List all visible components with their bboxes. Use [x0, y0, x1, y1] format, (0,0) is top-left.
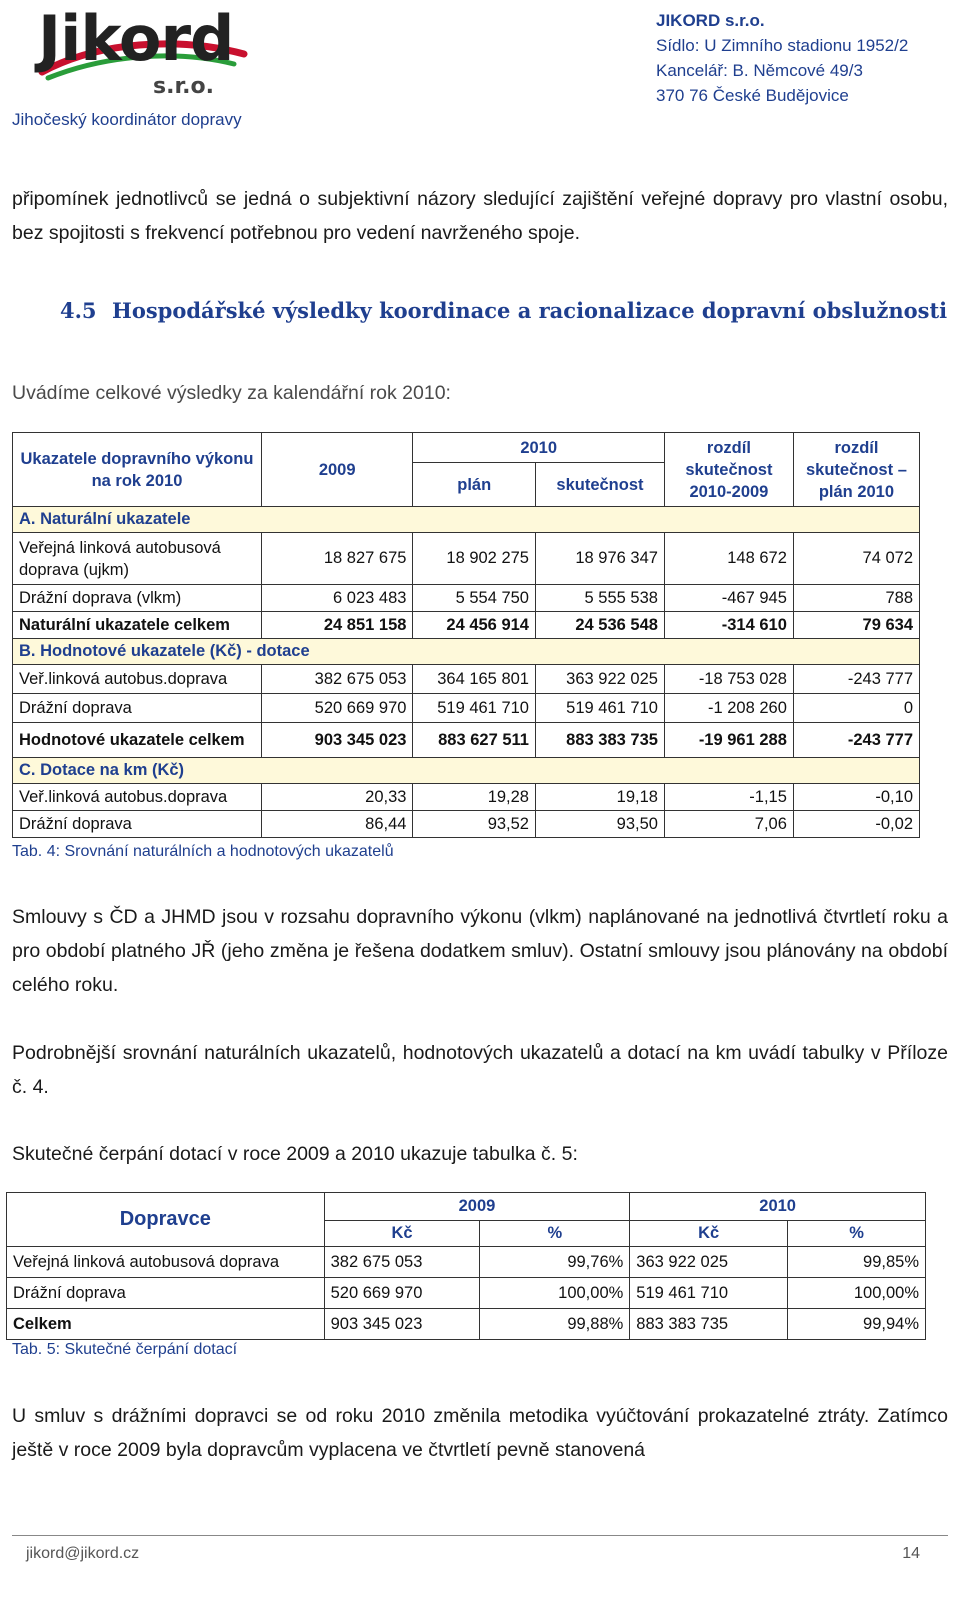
col-header-kc-2009: Kč [324, 1221, 480, 1247]
cell-plan: 93,52 [413, 811, 536, 838]
col-header-2010: 2010 [413, 433, 665, 463]
intro-paragraph: připomínek jednotlivců se jedná o subjektivní názory sledující zajištění veřejné dopravy pro vlastní osobu, bez spojitosti s frekvencí potřebnou pro vedení navrženého spoje. [12, 188, 948, 244]
cell-plan: 364 165 801 [413, 665, 536, 694]
cell-kc-2010: 363 922 025 [630, 1247, 788, 1278]
cell-actual: 883 383 735 [535, 723, 664, 758]
cell-2009: 18 827 675 [261, 533, 413, 585]
cell-diff1: 148 672 [664, 533, 793, 585]
cell-diff2: 788 [793, 585, 919, 612]
col-header-diff-2010-2009: rozdíl skutečnost 2010-2009 [664, 433, 793, 507]
cell-diff2: 79 634 [793, 612, 919, 639]
col-header-carrier: Dopravce [7, 1193, 325, 1247]
cell-plan: 883 627 511 [413, 723, 536, 758]
section-heading [60, 298, 947, 323]
company-name: JIKORD s.r.o. [656, 11, 765, 30]
cell-plan: 24 456 914 [413, 612, 536, 639]
cell-pct-2010: 99,85% [788, 1247, 926, 1278]
row-label: Hodnotové ukazatele celkem [13, 723, 262, 758]
address-line: Sídlo: U Zimního stadionu 1952/2 [656, 36, 909, 55]
cell-diff2: -0,10 [793, 784, 919, 811]
cell-plan: 18 902 275 [413, 533, 536, 585]
cell-kc-2010: 519 461 710 [630, 1278, 788, 1309]
section-a-label: A. Naturální ukazatele [13, 507, 920, 533]
row-label: Drážní doprava [13, 694, 262, 723]
logo-wordmark: Jikord [38, 2, 234, 75]
row-label: Veř.linková autobus.doprava [13, 784, 262, 811]
col-header-2009: 2009 [261, 433, 413, 507]
company-logo [38, 2, 253, 108]
cell-diff1: -1,15 [664, 784, 793, 811]
cell-2009: 903 345 023 [261, 723, 413, 758]
table-row [13, 533, 920, 585]
rail-paragraph: U smluv s drážními dopravci se od roku 2010 změnila metodika vyúčtování prokazatelné ztráty. Zatímco ještě v roce 2009 byla dopravcům vyplacena ve čtvrtletí pevně stanovená [12, 1405, 948, 1461]
footer-email: jikord@jikord.cz [26, 1545, 140, 1562]
col-header-actual: skutečnost [535, 463, 664, 507]
cell-diff1: -18 753 028 [664, 665, 793, 694]
section-number: 4.5 [60, 298, 97, 323]
cell-plan: 519 461 710 [413, 694, 536, 723]
cell-kc-2009: 903 345 023 [324, 1309, 480, 1340]
col-header-pct-2010: % [788, 1221, 926, 1247]
cell-actual: 24 536 548 [535, 612, 664, 639]
section-title: Hospodářské výsledky koordinace a racionalizace dopravní obslužnosti [112, 298, 948, 323]
cell-actual: 93,50 [535, 811, 664, 838]
table-row [13, 665, 920, 694]
col-header-pct-2009: % [480, 1221, 630, 1247]
cell-actual: 5 555 538 [535, 585, 664, 612]
row-label: Veřejná linková autobusová doprava [7, 1247, 325, 1278]
cell-kc-2010: 883 383 735 [630, 1309, 788, 1340]
cell-2009: 382 675 053 [261, 665, 413, 694]
cell-pct-2009: 100,00% [480, 1278, 630, 1309]
cell-diff2: -243 777 [793, 665, 919, 694]
table-row [7, 1247, 926, 1278]
cell-pct-2010: 100,00% [788, 1278, 926, 1309]
col-header-plan: plán [413, 463, 536, 507]
footer-divider [12, 1535, 948, 1536]
section-c-label: C. Dotace na km (Kč) [13, 758, 920, 784]
section-b-label: B. Hodnotové ukazatele (Kč) - dotace [13, 639, 920, 665]
cell-2009: 20,33 [261, 784, 413, 811]
cell-diff1: -1 208 260 [664, 694, 793, 723]
cell-plan: 5 554 750 [413, 585, 536, 612]
cell-diff1: -19 961 288 [664, 723, 793, 758]
cell-2009: 86,44 [261, 811, 413, 838]
col-header-2010: 2010 [630, 1193, 926, 1221]
cell-diff2: 74 072 [793, 533, 919, 585]
lead-paragraph: Uvádíme celkové výsledky za kalendářní rok 2010: [12, 382, 451, 404]
page-number: 14 [902, 1545, 920, 1562]
row-label: Drážní doprava [7, 1278, 325, 1309]
cell-pct-2009: 99,88% [480, 1309, 630, 1340]
contracts-paragraph: Smlouvy s ČD a JHMD jsou v rozsahu dopravního výkonu (vlkm) naplánované na jednotlivá čtvrtletí roku a pro období platného JŘ (jeho změna je řešena dodatkem smluv). Ostatní smlouvy jsou plánovány na období celého roku. [12, 906, 948, 996]
col-header-kc-2010: Kč [630, 1221, 788, 1247]
subsidies-paragraph: Skutečné čerpání dotací v roce 2009 a 2010 ukazuje tabulka č. 5: [12, 1143, 578, 1165]
address-block [656, 8, 908, 108]
row-label: Naturální ukazatele celkem [13, 612, 262, 639]
row-label: Drážní doprava (vlkm) [13, 585, 262, 612]
cell-actual: 519 461 710 [535, 694, 664, 723]
cell-diff2: -243 777 [793, 723, 919, 758]
table-row [13, 694, 920, 723]
table-row-total [7, 1309, 926, 1340]
cell-diff1: 7,06 [664, 811, 793, 838]
table4-caption: Tab. 4: Srovnání naturálních a hodnotových ukazatelů [12, 843, 394, 860]
row-label: Veř.linková autobus.doprava [13, 665, 262, 694]
address-line: 370 76 České Budějovice [656, 86, 849, 105]
col-header-diff-plan: rozdíl skutečnost – plán 2010 [793, 433, 919, 507]
address-line: Kancelář: B. Němcové 49/3 [656, 61, 863, 80]
table-row [13, 784, 920, 811]
table-row-total [13, 612, 920, 639]
cell-2009: 520 669 970 [261, 694, 413, 723]
col-header-2009: 2009 [324, 1193, 630, 1221]
subsidies-table [6, 1192, 926, 1340]
col-header-indicator: Ukazatele dopravního výkonu na rok 2010 [13, 433, 262, 507]
tagline: Jihočeský koordinátor dopravy [12, 110, 242, 129]
table-row [13, 585, 920, 612]
cell-pct-2010: 99,94% [788, 1309, 926, 1340]
cell-2009: 24 851 158 [261, 612, 413, 639]
logo-sro: s.r.o. [153, 74, 214, 99]
cell-plan: 19,28 [413, 784, 536, 811]
cell-diff2: 0 [793, 694, 919, 723]
row-label: Veřejná linková autobusová doprava (ujkm) [13, 533, 262, 585]
cell-diff1: -467 945 [664, 585, 793, 612]
cell-pct-2009: 99,76% [480, 1247, 630, 1278]
table-row [7, 1278, 926, 1309]
table5-caption: Tab. 5: Skutečné čerpání dotací [12, 1341, 238, 1358]
cell-actual: 18 976 347 [535, 533, 664, 585]
row-label: Celkem [7, 1309, 325, 1340]
cell-2009: 6 023 483 [261, 585, 413, 612]
cell-diff1: -314 610 [664, 612, 793, 639]
detail-paragraph: Podrobnější srovnání naturálních ukazatelů, hodnotových ukazatelů a dotací na km uvádí tabulky v Příloze č. 4. [12, 1042, 948, 1098]
row-label: Drážní doprava [13, 811, 262, 838]
table-row-total [13, 723, 920, 758]
cell-actual: 19,18 [535, 784, 664, 811]
table-row [13, 811, 920, 838]
cell-kc-2009: 382 675 053 [324, 1247, 480, 1278]
results-table [12, 432, 920, 838]
cell-diff2: -0,02 [793, 811, 919, 838]
cell-kc-2009: 520 669 970 [324, 1278, 480, 1309]
cell-actual: 363 922 025 [535, 665, 664, 694]
